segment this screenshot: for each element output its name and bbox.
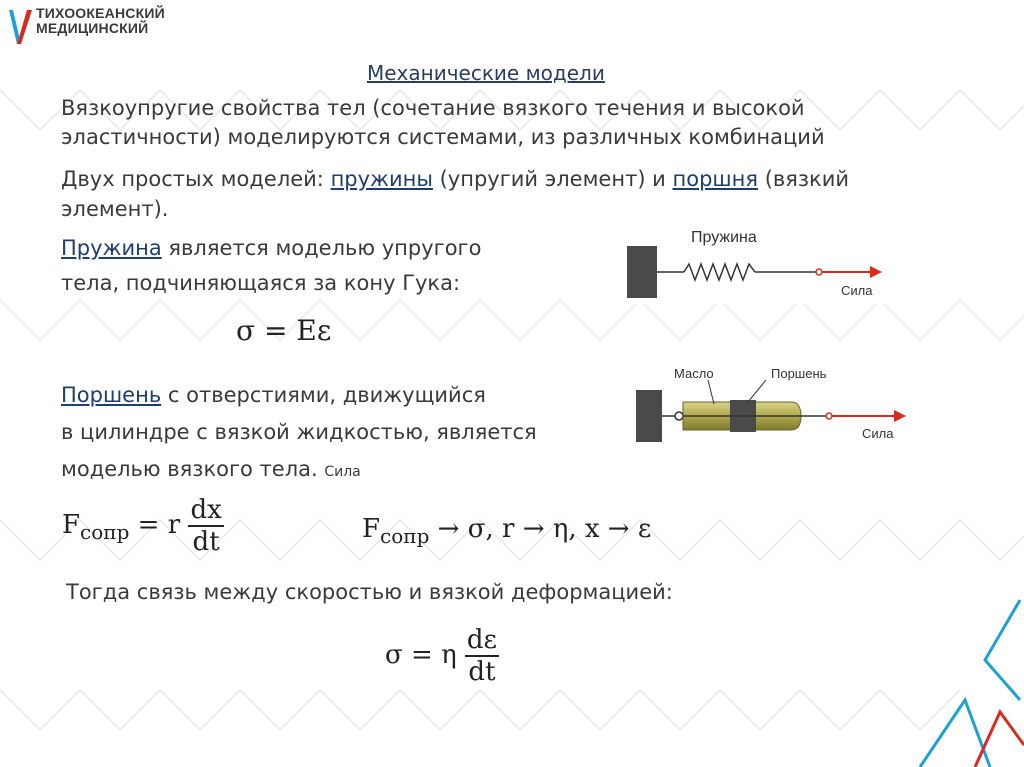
force-arrow-icon	[894, 410, 906, 422]
logo-text	[36, 6, 165, 36]
formula-symbol: σ = η	[385, 640, 457, 670]
formula-symbol: = r	[129, 510, 181, 540]
piston-label: Поршень	[771, 366, 827, 381]
fraction-numerator: dε	[466, 625, 498, 655]
fraction	[465, 625, 499, 687]
logo-mark-icon	[8, 6, 34, 46]
formula-subscript: сопр	[80, 520, 130, 545]
paragraph-2-line-2: элемент).	[61, 197, 169, 221]
logo-line-2: МЕДИЦИНСКИЙ	[36, 20, 149, 36]
text-run: с отверстиями, движущийся	[161, 383, 486, 407]
piston-link: поршня	[672, 167, 759, 191]
formula-subscript: сопр	[380, 524, 430, 549]
spring-word: Пружина	[61, 236, 162, 260]
corner-decoration	[920, 600, 1024, 767]
text-run: Двух простых моделей:	[61, 167, 331, 191]
force-arrow-icon	[870, 266, 882, 278]
paragraph-2-line-1	[61, 167, 849, 191]
spring-text-line-2: тела, подчиняющаяся за кону Гука:	[61, 271, 461, 295]
piston-word: Поршень	[61, 383, 162, 407]
mapping-formula	[362, 514, 651, 548]
text-run: (вязкий	[758, 167, 850, 191]
text-run: моделью вязкого тела.	[61, 457, 318, 481]
piston-force-label: Сила	[862, 426, 894, 441]
spring-link: пружины	[330, 167, 433, 191]
piston-text-line-2: в цилиндре с вязкой жидкостью, является	[61, 420, 537, 444]
hooke-formula: σ = Eε	[236, 314, 332, 347]
spring-diagram-label: Пружина	[691, 229, 757, 246]
formula-symbol: F	[62, 510, 81, 540]
spring-coil	[684, 264, 755, 280]
spring-text-line-1	[61, 236, 481, 260]
spring-diagram	[612, 226, 892, 304]
fraction-denominator: dt	[192, 527, 220, 557]
logo-line-1: ТИХООКЕАНСКИЙ	[36, 5, 165, 21]
fraction	[188, 495, 223, 557]
paragraph-1-line-2: эластичности) моделируются системами, из различных комбинаций	[61, 125, 825, 149]
oil-label: Масло	[674, 366, 714, 381]
friction-formula	[62, 495, 224, 557]
text-run: является моделью упругого	[161, 236, 482, 260]
piston-diagram	[626, 362, 911, 448]
paragraph-1-line-1: Вязкоупругие свойства тел (сочетание вязкого течения и высокой	[61, 96, 805, 120]
viscous-formula	[385, 625, 499, 687]
piston-text-line-3	[61, 457, 361, 481]
spring-force-label: Сила	[841, 283, 873, 298]
link-text: Тогда связь между скоростью и вязкой деформацией:	[66, 580, 673, 604]
formula-symbol: → σ, r → η, x → ε	[429, 514, 652, 544]
fraction-denominator: dt	[468, 657, 496, 687]
fraction-numerator: dx	[190, 495, 222, 525]
formula-symbol: F	[362, 514, 381, 544]
slide-title: Механические модели	[367, 61, 605, 85]
wall	[636, 390, 662, 442]
wall	[627, 246, 657, 298]
piston-text-line-1	[61, 383, 486, 407]
logo	[8, 6, 165, 46]
text-run: (упругий элемент) и	[432, 167, 673, 191]
force-small-label: Сила	[324, 464, 361, 480]
